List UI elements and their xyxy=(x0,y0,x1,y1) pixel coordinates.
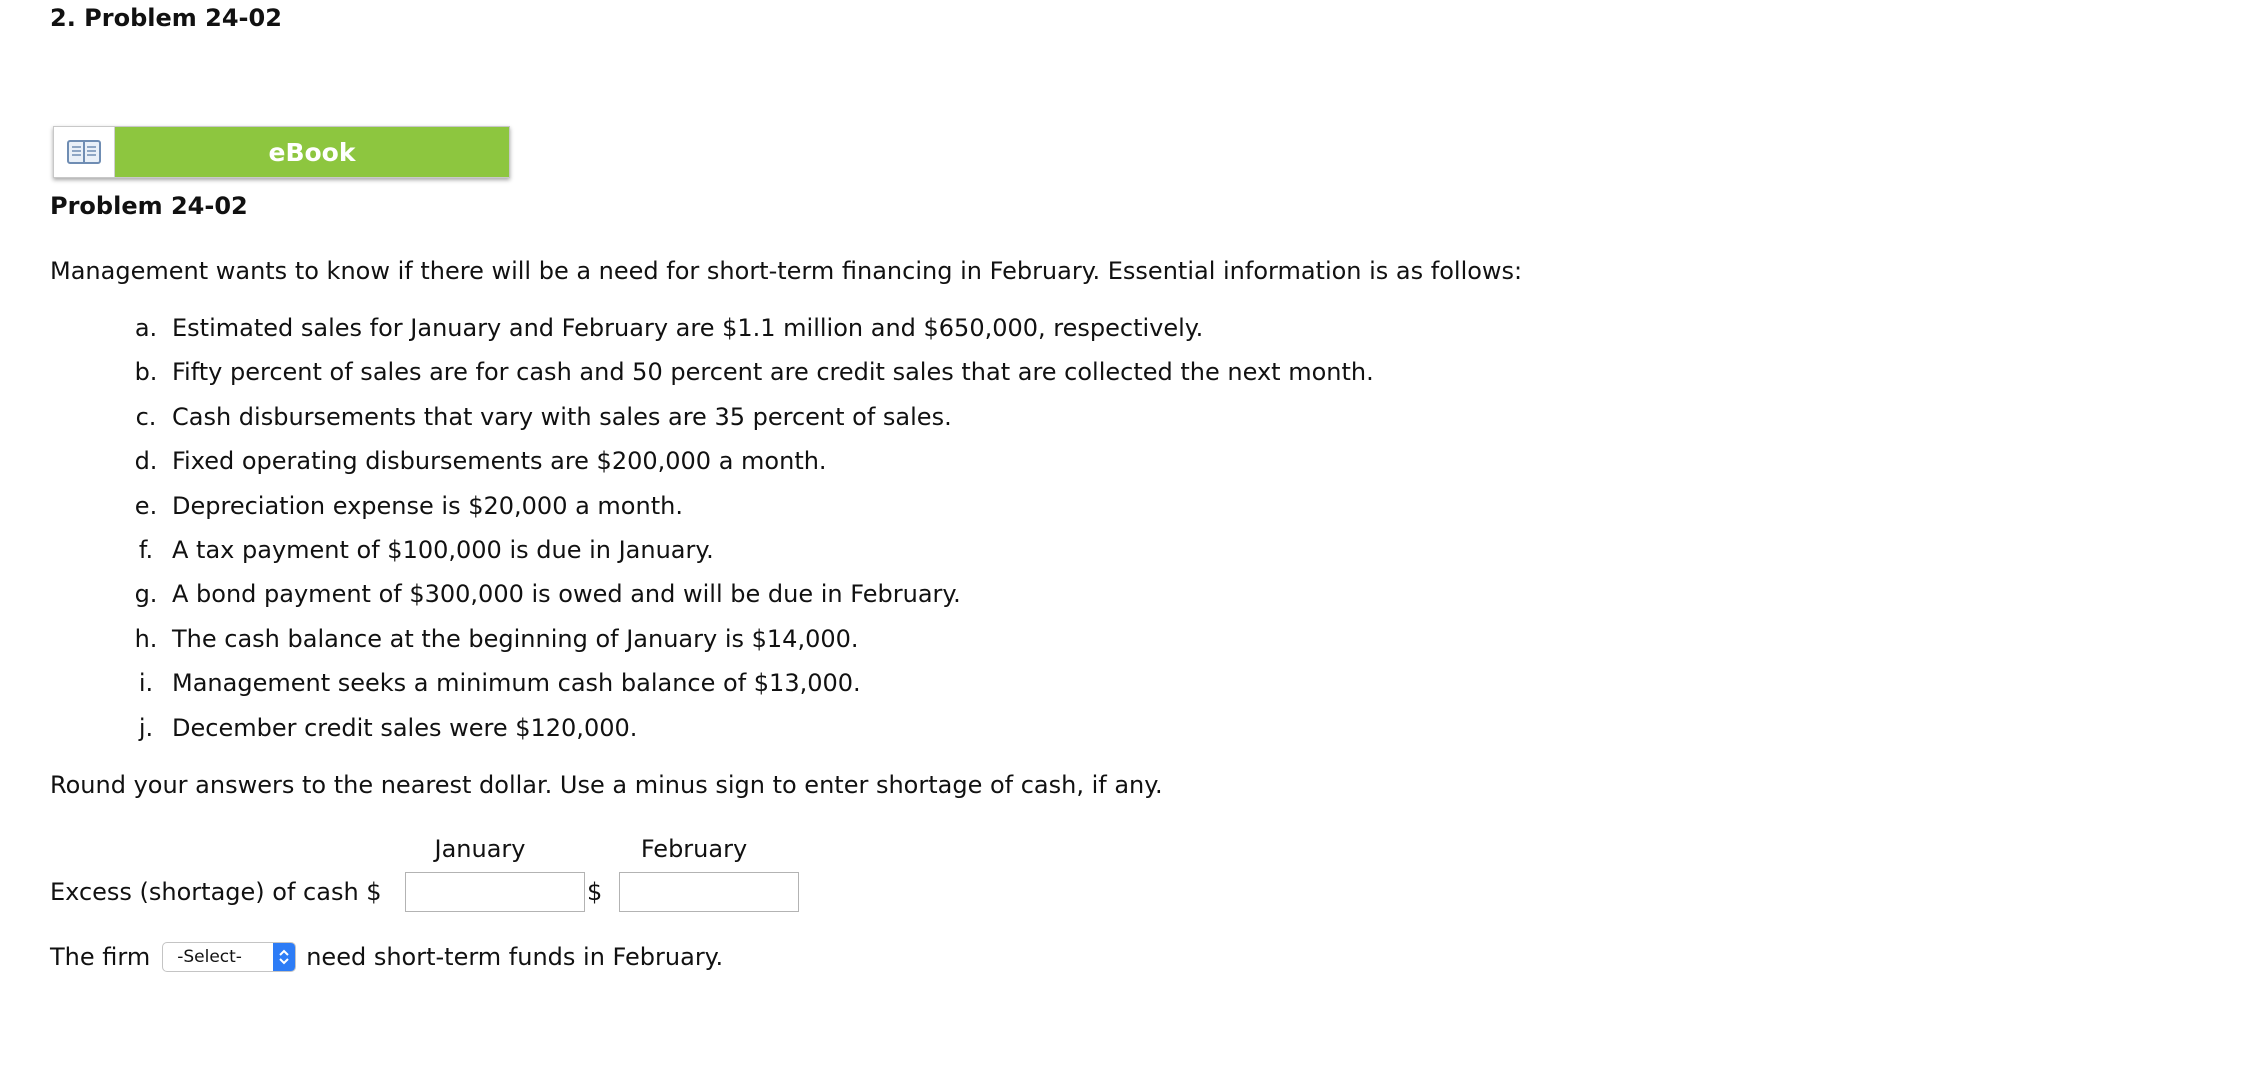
ebook-button[interactable] xyxy=(53,126,510,178)
info-list xyxy=(120,312,1374,756)
dollar-sign: $ xyxy=(587,878,603,906)
item-letter: g. xyxy=(134,580,158,609)
item-text: Management seeks a minimum cash balance of $13,000. xyxy=(172,669,861,698)
problem-intro: Management wants to know if there will be a need for short-term financing in February. Essential information is as follows: xyxy=(50,257,1523,285)
column-header-february: February xyxy=(640,835,748,863)
firm-prefix: The firm xyxy=(50,943,151,971)
list-item xyxy=(120,401,1374,445)
list-item xyxy=(120,312,1374,356)
item-text: Fifty percent of sales are for cash and 50 percent are credit sales that are collected the next month. xyxy=(172,358,1374,387)
item-text: A bond payment of $300,000 is owed and will be due in February. xyxy=(172,580,961,609)
item-letter: a. xyxy=(134,314,158,342)
item-text: December credit sales were $120,000. xyxy=(172,713,638,742)
list-item xyxy=(120,578,1374,622)
item-letter: j. xyxy=(138,713,154,742)
item-text: A tax payment of $100,000 is due in January. xyxy=(172,535,714,564)
item-text: Fixed operating disbursements are $200,000 a month. xyxy=(172,447,827,476)
updown-chevron-icon xyxy=(273,943,295,971)
excess-shortage-label: Excess (shortage) of cash $ xyxy=(50,878,382,906)
open-book-icon xyxy=(54,127,115,177)
item-letter: f. xyxy=(138,535,154,564)
item-letter: b. xyxy=(134,358,158,387)
column-header-january: January xyxy=(434,835,526,863)
january-cash-input[interactable] xyxy=(405,872,585,912)
list-item xyxy=(120,667,1374,711)
item-letter: i. xyxy=(138,669,154,698)
list-item xyxy=(120,712,1374,756)
list-item xyxy=(120,445,1374,489)
firm-suffix: need short-term funds in February. xyxy=(306,943,724,971)
item-text: Depreciation expense is $20,000 a month. xyxy=(172,491,683,520)
ebook-label[interactable]: eBook xyxy=(115,127,509,177)
item-text: Estimated sales for January and February are $1.1 million and $650,000, respectively. xyxy=(172,314,1204,342)
firm-question xyxy=(50,942,723,972)
need-funds-select[interactable] xyxy=(162,942,296,972)
list-item xyxy=(120,356,1374,400)
list-item xyxy=(120,534,1374,578)
select-value: -Select- xyxy=(177,947,242,967)
february-cash-input[interactable] xyxy=(619,872,799,912)
item-letter: e. xyxy=(134,491,158,520)
item-text: The cash balance at the beginning of January is $14,000. xyxy=(172,624,859,653)
item-text: Cash disbursements that vary with sales are 35 percent of sales. xyxy=(172,402,952,431)
item-letter: c. xyxy=(135,402,157,431)
list-item xyxy=(120,490,1374,534)
problem-heading: Problem 24-02 xyxy=(50,192,248,220)
item-letter: h. xyxy=(134,624,158,653)
rounding-instruction: Round your answers to the nearest dollar. Use a minus sign to enter shortage of cash, if any. xyxy=(50,771,1163,799)
question-title: 2. Problem 24-02 xyxy=(50,4,282,32)
item-letter: d. xyxy=(134,447,158,476)
list-item xyxy=(120,623,1374,667)
